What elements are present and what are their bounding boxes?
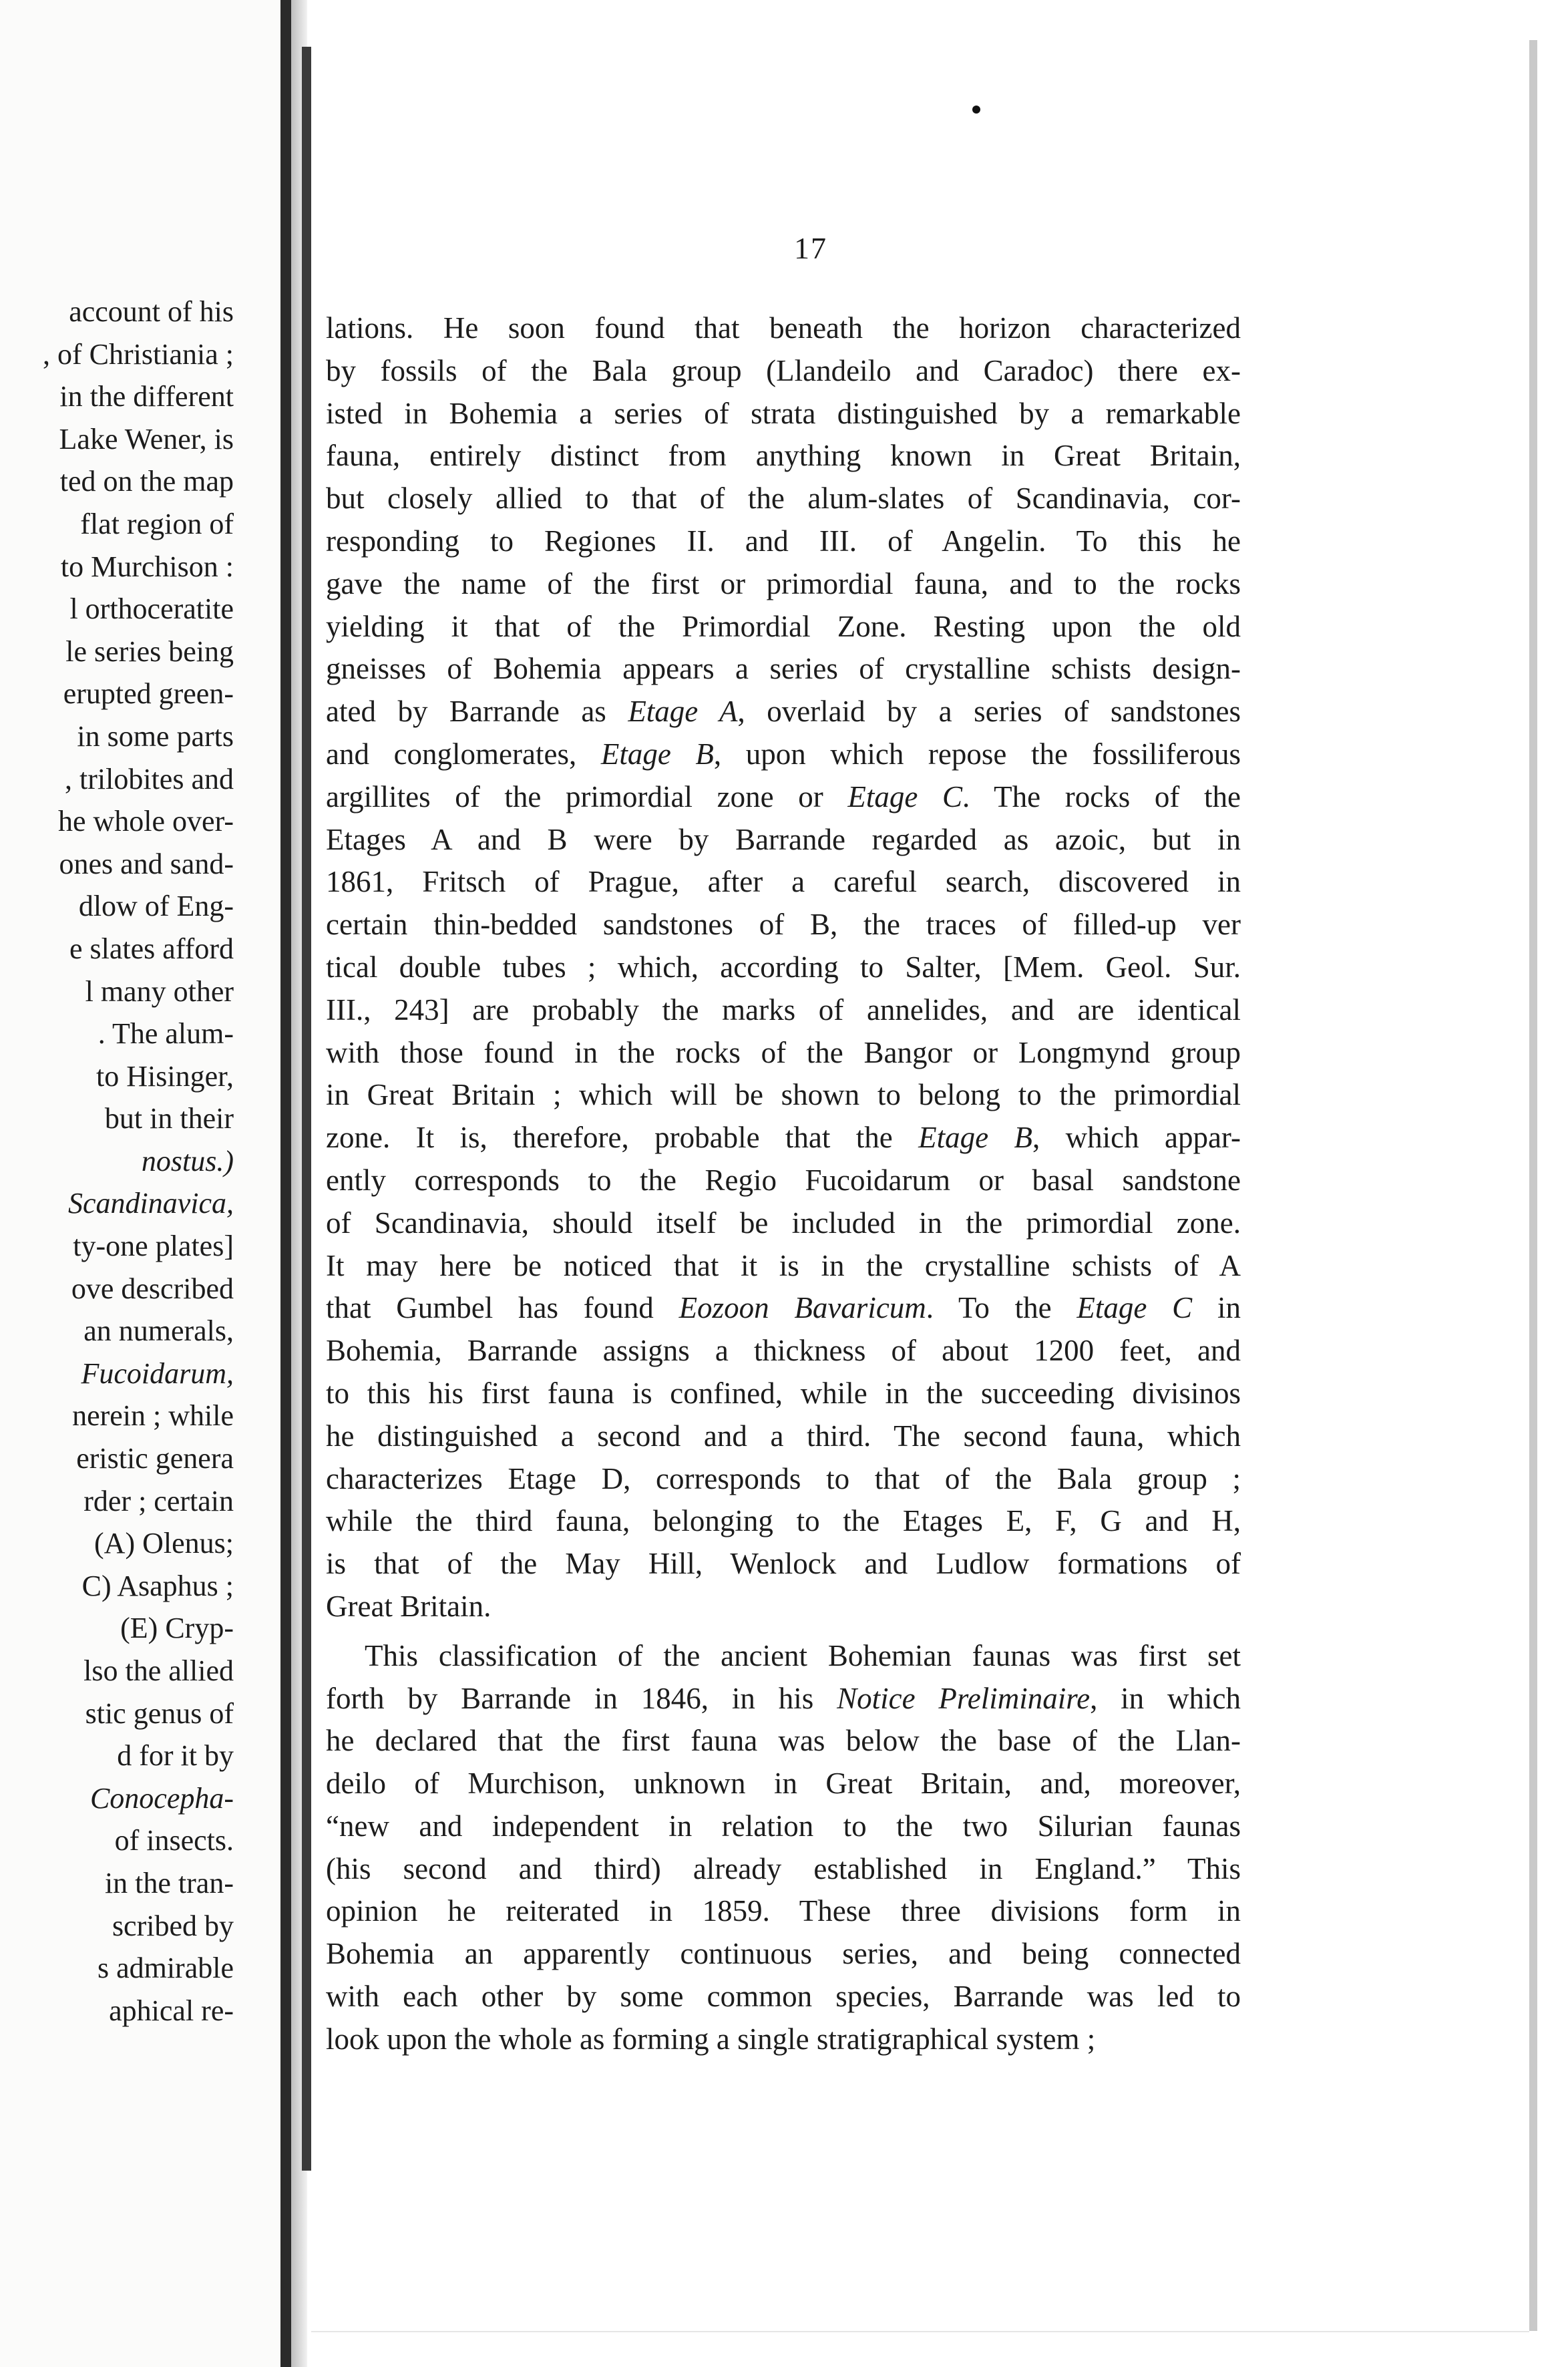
text-line: III., 243] are probably the marks of annelides, and are identical: [326, 992, 1241, 1027]
text-line: Bohemia an apparently continuous series, and being connected: [326, 1937, 1241, 1971]
italic-term: Etage B: [600, 737, 714, 771]
text-line: while the third fauna, belonging to the Etages E, F, G and H,: [326, 1504, 1241, 1538]
text-line: responding to Regiones II. and III. of Angelin. To this he: [326, 524, 1241, 558]
left-page-line: ted on the map: [59, 465, 234, 498]
left-page-line: Lake Wener, is: [59, 422, 234, 456]
left-page-line: rder ; certain: [83, 1484, 234, 1517]
left-page-line: l orthoceratite: [69, 592, 234, 626]
left-page-line: lso the allied: [83, 1654, 234, 1687]
left-page-line: ove described: [71, 1272, 234, 1305]
italic-term: Etage C: [1076, 1291, 1193, 1325]
text-line: in Great Britain ; which will be shown to belong to the primordial: [326, 1078, 1241, 1112]
text-line: Bohemia, Barrande assigns a thickness of about 1200 feet, and: [326, 1334, 1241, 1368]
left-page-line: he whole over-: [57, 805, 234, 838]
left-page-line: an numerals,: [83, 1314, 234, 1348]
left-page-line: s admirable: [97, 1952, 234, 1985]
text-line: of Scandinavia, should itself be included in the primordial zone.: [326, 1206, 1241, 1240]
text-line: that Gumbel has found Eozoon Bavaricum. To the Etage C in: [326, 1291, 1241, 1325]
left-page-line: account of his: [69, 295, 234, 328]
left-page-line: (E) Cryp-: [120, 1612, 234, 1645]
text-line: ently corresponds to the Regio Fucoidarum or basal sandstone: [326, 1163, 1241, 1197]
page-edge-left: [302, 47, 311, 2171]
italic-term: Etage C: [847, 779, 963, 813]
left-page-line: d for it by: [117, 1739, 234, 1773]
left-page-line: l many other: [85, 974, 234, 1008]
text-line: but closely allied to that of the alum-slates of Scandinavia, cor-: [326, 482, 1241, 516]
text-line: certain thin-bedded sandstones of B, the traces of filled-up ver: [326, 908, 1241, 942]
left-page-line: in some parts: [77, 719, 234, 753]
text-line: characterizes Etage D, corresponds to that of the Bala group ;: [326, 1461, 1241, 1495]
text-line: to this his first fauna is confined, while in the succeeding divisinos: [326, 1376, 1241, 1410]
binding-gutter: [280, 0, 291, 2367]
text-line: and conglomerates, Etage B, upon which repose the fossiliferous: [326, 737, 1241, 771]
ink-dot: [972, 106, 980, 114]
text-line: ated by Barrande as Etage A, overlaid by a series of sandstones: [326, 695, 1241, 729]
text-line: (his second and third) already established in England.” This: [326, 1851, 1241, 1885]
left-page-line: , of Christiania ;: [43, 337, 234, 371]
left-page-line: nostus.): [141, 1144, 234, 1177]
text-line: forth by Barrande in 1846, in his Notice Preliminaire, in which: [326, 1681, 1241, 1715]
left-page-line: Scandinavica,: [67, 1187, 234, 1220]
left-page-line: C) Asaphus ;: [81, 1569, 234, 1602]
text-line: “new and independent in relation to the two Silurian faunas: [326, 1809, 1241, 1843]
text-line: fauna, entirely distinct from anything known in Great Britain,: [326, 439, 1241, 473]
text-line: is that of the May Hill, Wenlock and Ludlow formations of: [326, 1547, 1241, 1581]
text-line: look upon the whole as forming a single stratigraphical system ;: [326, 2022, 1096, 2056]
left-page-line: nerein ; while: [72, 1399, 234, 1433]
text-line: tical double tubes ; which, according to Salter, [Mem. Geol. Sur.: [326, 950, 1241, 984]
text-line: Etages A and B were by Barrande regarded as azoic, but in: [326, 822, 1241, 856]
left-page-line: le series being: [65, 634, 234, 668]
text-line: lations. He soon found that beneath the horizon characterized: [326, 311, 1241, 345]
left-page-line: (A) Olenus;: [94, 1527, 234, 1560]
left-page-line: in the tran-: [104, 1866, 234, 1899]
left-page-line: erupted green-: [63, 677, 234, 711]
left-page-line: Fucoidarum,: [81, 1356, 234, 1390]
left-page-line: ty-one plates]: [73, 1230, 234, 1263]
text-line: Great Britain.: [326, 1589, 492, 1623]
left-page-line: aphical re-: [109, 1994, 234, 2027]
text-line: argillites of the primordial zone or Etage C. The rocks of the: [326, 779, 1241, 813]
left-page-fragment: [0, 0, 280, 2367]
left-page-line: stic genus of: [85, 1696, 234, 1730]
italic-term: Etage A: [628, 695, 738, 729]
text-line: he declared that the first fauna was below the base of the Llan-: [326, 1724, 1241, 1758]
text-line: 1861, Fritsch of Prague, after a careful search, discovered in: [326, 865, 1241, 899]
text-line: This classification of the ancient Bohemian faunas was first set: [365, 1638, 1241, 1672]
left-page-line: e slates afford: [69, 932, 234, 965]
text-line: gave the name of the first or primordial fauna, and to the rocks: [326, 566, 1241, 600]
left-page-line: Conocepha-: [89, 1781, 234, 1815]
text-line: opinion he reiterated in 1859. These three divisions form in: [326, 1894, 1241, 1928]
page-edge-right: [1529, 40, 1537, 2331]
left-page-line: to Murchison :: [60, 550, 234, 583]
left-page-line: scribed by: [112, 1909, 234, 1942]
left-page-line: of insects.: [114, 1824, 234, 1857]
page-bottom-edge: [311, 2331, 1529, 2332]
left-page-line: . The alum-: [97, 1017, 234, 1051]
text-line: by fossils of the Bala group (Llandeilo and Caradoc) there ex-: [326, 353, 1241, 387]
left-page-line: flat region of: [80, 507, 234, 540]
text-line: It may here be noticed that it is in the crystalline schists of A: [326, 1248, 1241, 1282]
text-line: deilo of Murchison, unknown in Great Britain, and, moreover,: [326, 1767, 1241, 1801]
text-line: with each other by some common species, Barrande was led to: [326, 1980, 1241, 2014]
text-line: isted in Bohemia a series of strata distinguished by a remarkable: [326, 396, 1241, 430]
page-number: 17: [794, 231, 827, 265]
left-page-line: eristic genera: [76, 1442, 234, 1475]
left-page-line: , trilobites and: [65, 762, 234, 795]
italic-term: Eozoon Bavaricum: [678, 1291, 926, 1325]
text-line: zone. It is, therefore, probable that the Etage B, which appar-: [326, 1121, 1241, 1155]
paragraph-1: [326, 307, 1241, 1628]
text-line: yielding it that of the Primordial Zone. Resting upon the old: [326, 609, 1241, 643]
left-page-text: [0, 291, 234, 2032]
left-page-line: dlow of Eng-: [78, 890, 234, 923]
left-page-line: ones and sand-: [59, 847, 234, 880]
paragraph-2: [326, 1635, 1241, 2061]
left-page-line: in the different: [59, 380, 234, 413]
italic-term: Etage B: [918, 1121, 1032, 1155]
left-page-line: but in their: [104, 1102, 234, 1135]
body-text: [326, 307, 1241, 2061]
text-line: he distinguished a second and a third. The second fauna, which: [326, 1419, 1241, 1453]
italic-term: Notice Preliminaire: [837, 1681, 1091, 1715]
text-line: with those found in the rocks of the Bangor or Longmynd group: [326, 1035, 1241, 1069]
text-line: gneisses of Bohemia appears a series of crystalline schists design-: [326, 652, 1241, 686]
left-page-line: to Hisinger,: [96, 1059, 234, 1093]
